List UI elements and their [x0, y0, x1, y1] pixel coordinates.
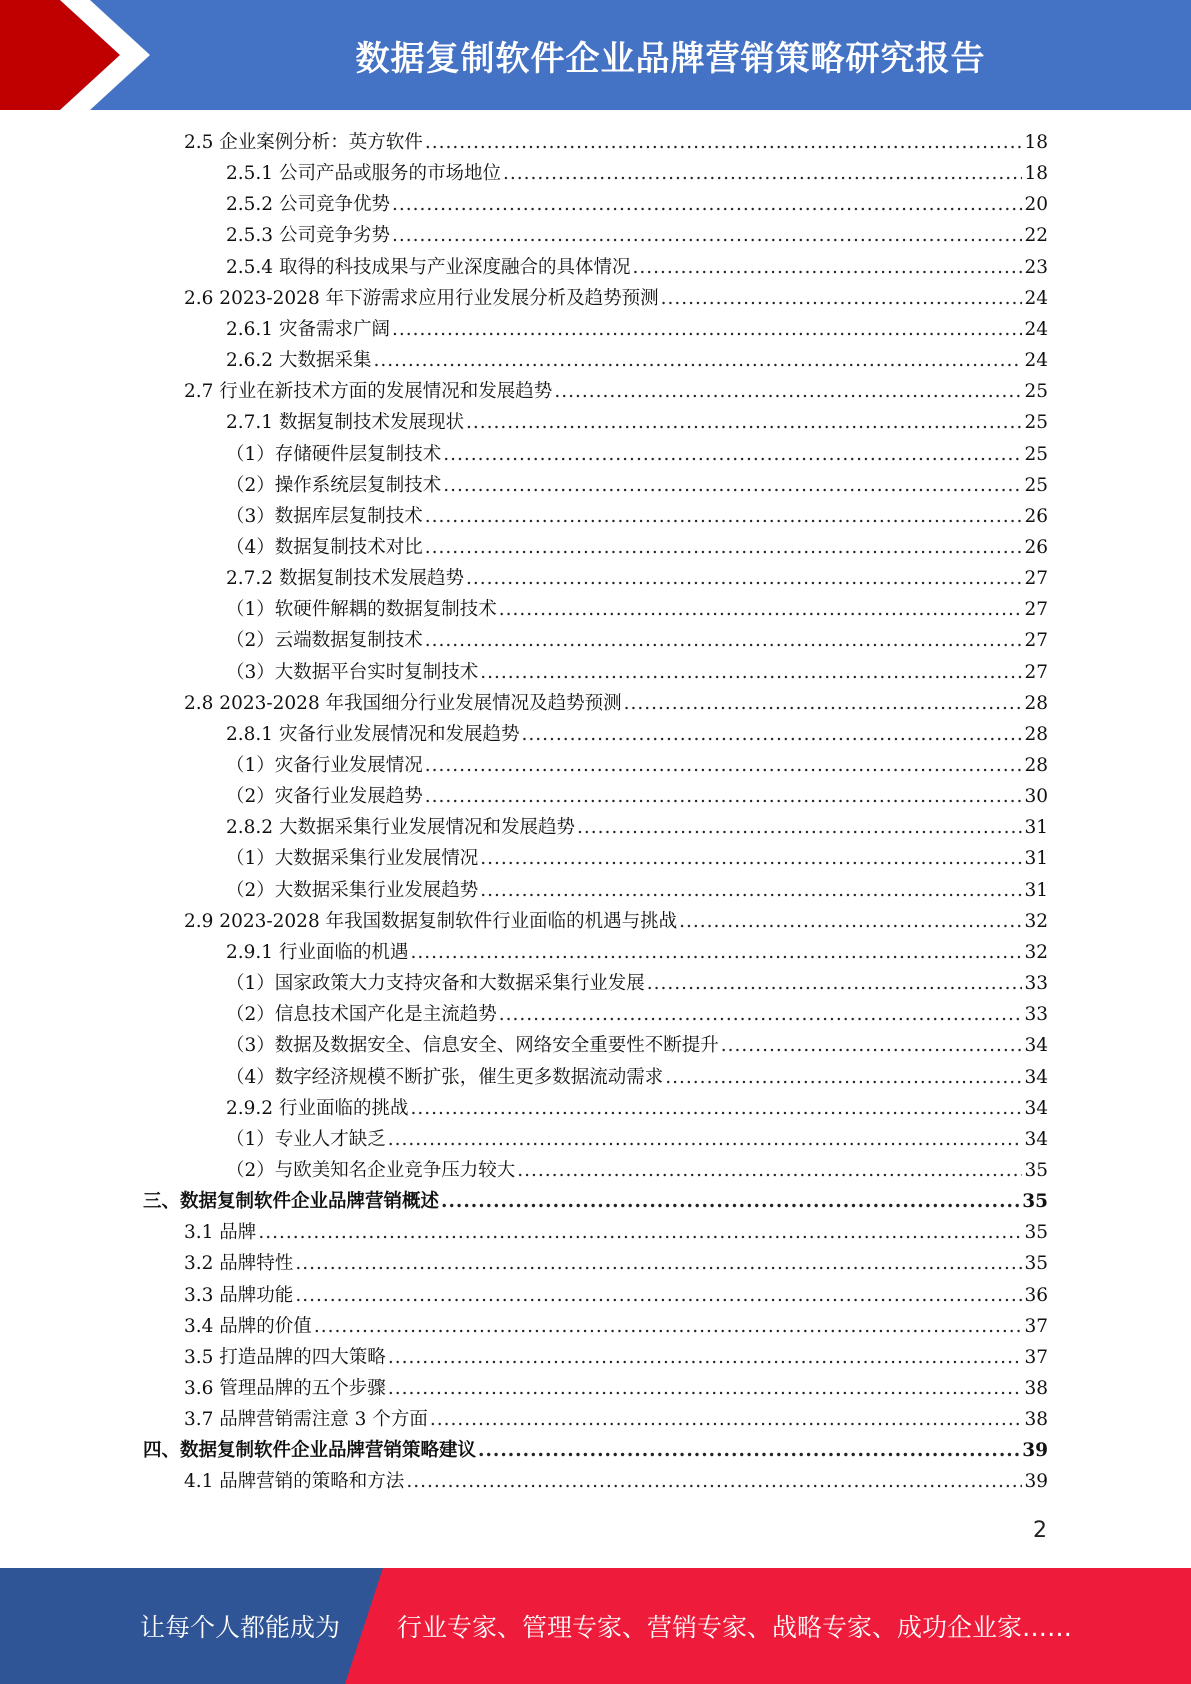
page-header [0, 0, 1191, 110]
toc-entry-page: 31 [1024, 879, 1048, 901]
toc-entry-title: 2.5.1 公司产品或服务的市场地位 [226, 163, 501, 185]
toc-entry-page: 34 [1024, 1097, 1048, 1119]
toc-entry-page: 28 [1024, 755, 1048, 776]
toc-entry-section[interactable] [184, 1217, 1048, 1248]
toc-dot-leader [647, 968, 1023, 999]
toc-entry-page: 37 [1024, 1315, 1048, 1337]
toc-entry-page: 22 [1024, 225, 1048, 247]
toc-entry-page: 33 [1024, 1004, 1048, 1026]
toc-entry-page: 35 [1024, 1253, 1048, 1275]
toc-entry-section[interactable] [184, 1280, 1048, 1311]
toc-entry-page: 25 [1024, 412, 1048, 434]
toc-entry-chapter[interactable] [143, 1435, 1048, 1466]
toc-entry-section[interactable] [184, 1342, 1048, 1373]
toc-entry-item[interactable] [226, 875, 1048, 906]
toc-entry-title: （1）软硬件解耦的数据复制技术 [226, 599, 497, 621]
toc-dot-leader [499, 999, 1023, 1030]
toc-dot-leader [392, 314, 1022, 345]
toc-entry-title: 2.9.2 行业面临的挑战 [226, 1097, 409, 1119]
toc-entry-item[interactable] [226, 781, 1048, 812]
toc-entry-page: 31 [1024, 848, 1048, 870]
toc-entry-title: 3.5 打造品牌的四大策略 [184, 1346, 386, 1368]
toc-entry-item[interactable] [226, 594, 1048, 625]
page-footer [0, 1568, 1191, 1684]
toc-entry-title: 2.6 2023-2028 年下游需求应用行业发展分析及趋势预测 [184, 287, 659, 309]
toc-entry-chapter[interactable] [143, 1186, 1048, 1217]
toc-entry-item[interactable] [226, 1062, 1048, 1093]
toc-entry-page: 27 [1024, 630, 1048, 652]
toc-entry-title: 2.8 2023-2028 年我国细分行业发展情况及趋势预测 [184, 692, 622, 714]
toc-entry-subsection[interactable] [226, 812, 1048, 843]
toc-dot-leader [665, 1062, 1022, 1093]
toc-entry-title: 2.9.1 行业面临的机遇 [226, 941, 409, 963]
toc-entry-item[interactable] [226, 750, 1048, 781]
toc-dot-leader [517, 1155, 1022, 1186]
toc-entry-page: 28 [1024, 723, 1048, 745]
toc-entry-title: （1）大数据采集行业发展情况 [226, 848, 479, 870]
toc-entry-subsection[interactable] [226, 1093, 1048, 1124]
toc-entry-subsection[interactable] [226, 220, 1048, 251]
toc-dot-leader [425, 625, 1023, 656]
toc-dot-leader [679, 906, 1022, 937]
toc-entry-title: 4.1 品牌营销的策略和方法 [184, 1471, 405, 1493]
toc-entry-page: 39 [1022, 1440, 1048, 1462]
toc-entry-title: 3.2 品牌特性 [184, 1253, 294, 1275]
toc-dot-leader [425, 501, 1023, 532]
toc-entry-title: 2.5.2 公司竞争优势 [226, 194, 390, 216]
toc-dot-leader [441, 1186, 1020, 1217]
toc-entry-section[interactable] [184, 376, 1048, 407]
toc-entry-page: 27 [1024, 661, 1048, 683]
toc-dot-leader [425, 750, 1023, 781]
toc-entry-subsection[interactable] [226, 189, 1048, 220]
page-number: 2 [1033, 1518, 1047, 1543]
toc-entry-item[interactable] [226, 1030, 1048, 1061]
toc-entry-title: 3.7 品牌营销需注意 3 个方面 [184, 1409, 428, 1431]
toc-dot-leader [466, 563, 1022, 594]
toc-dot-leader [661, 283, 1023, 314]
toc-dot-leader [425, 127, 1023, 158]
toc-dot-leader [406, 1466, 1022, 1497]
toc-entry-item[interactable] [226, 625, 1048, 656]
toc-entry-page: 37 [1024, 1346, 1048, 1368]
toc-entry-title: （3）数据库层复制技术 [226, 505, 423, 527]
toc-entry-page: 26 [1024, 536, 1048, 558]
toc-dot-leader [466, 407, 1022, 438]
toc-entry-subsection[interactable] [226, 158, 1048, 189]
toc-entry-section[interactable] [184, 1373, 1048, 1404]
toc-entry-page: 35 [1022, 1191, 1048, 1213]
toc-entry-page: 24 [1024, 287, 1048, 309]
toc-entry-page: 35 [1024, 1159, 1048, 1181]
toc-dot-leader [480, 843, 1022, 874]
toc-entry-title: 2.5.4 取得的科技成果与产业深度融合的具体情况 [226, 256, 631, 278]
toc-entry-page: 25 [1024, 443, 1048, 465]
toc-entry-item[interactable] [226, 532, 1048, 563]
toc-entry-page: 18 [1024, 132, 1048, 153]
toc-entry-title: （3）大数据平台实时复制技术 [226, 661, 479, 683]
red-arrow-decoration [0, 0, 200, 110]
toc-entry-page: 28 [1024, 692, 1048, 714]
toc-dot-leader [480, 657, 1022, 688]
toc-entry-page: 33 [1024, 973, 1048, 995]
toc-entry-page: 36 [1024, 1284, 1048, 1306]
toc-entry-title: 三、数据复制软件企业品牌营销概述 [143, 1191, 440, 1213]
toc-entry-title: （4）数据复制技术对比 [226, 536, 423, 558]
toc-dot-leader [499, 594, 1023, 625]
footer-slogan-right: 行业专家、管理专家、营销专家、战略专家、成功企业家…… [397, 1613, 1073, 1642]
toc-dot-leader [388, 1124, 1023, 1155]
toc-entry-page: 20 [1024, 194, 1048, 216]
toc-entry-page: 38 [1024, 1378, 1048, 1399]
toc-dot-leader [577, 812, 1022, 843]
toc-entry-title: 四、数据复制软件企业品牌营销策略建议 [143, 1440, 477, 1462]
toc-entry-page: 32 [1024, 910, 1048, 932]
toc-entry-title: 2.8.1 灾备行业发展情况和发展趋势 [226, 723, 520, 745]
toc-dot-leader [443, 439, 1022, 470]
toc-entry-subsection[interactable] [226, 345, 1048, 376]
footer-slogan-left: 让每个人都能成为 [140, 1613, 341, 1642]
toc-dot-leader [295, 1248, 1022, 1279]
toc-entry-item[interactable] [226, 843, 1048, 874]
toc-entry-section[interactable] [184, 127, 1048, 158]
toc-entry-page: 27 [1024, 568, 1048, 590]
toc-entry-title: （3）数据及数据安全、信息安全、网络安全重要性不断提升 [226, 1035, 719, 1057]
toc-entry-page: 34 [1024, 1128, 1048, 1150]
toc-entry-title: 2.6.1 灾备需求广阔 [226, 318, 390, 340]
toc-dot-leader [425, 781, 1023, 812]
toc-entry-item[interactable] [226, 968, 1048, 999]
toc-dot-leader [392, 189, 1022, 220]
toc-entry-page: 26 [1024, 505, 1048, 527]
toc-entry-section[interactable] [184, 283, 1048, 314]
toc-entry-page: 18 [1024, 163, 1048, 185]
toc-dot-leader [443, 470, 1022, 501]
toc-dot-leader [388, 1342, 1023, 1373]
toc-entry-page: 23 [1024, 256, 1048, 278]
toc-entry-title: 3.3 品牌功能 [184, 1284, 294, 1306]
toc-entry-subsection[interactable] [226, 937, 1048, 968]
toc-entry-page: 27 [1024, 599, 1048, 621]
toc-entry-title: （1）专业人才缺乏 [226, 1128, 386, 1150]
toc-entry-title: 2.8.2 大数据采集行业发展情况和发展趋势 [226, 817, 575, 839]
toc-entry-section[interactable] [184, 1404, 1048, 1435]
toc-entry-subsection[interactable] [226, 252, 1048, 283]
toc-entry-item[interactable] [226, 999, 1048, 1030]
toc-dot-leader [373, 345, 1022, 376]
toc-entry-title: （2）灾备行业发展趋势 [226, 786, 423, 808]
toc-entry-page: 30 [1024, 786, 1048, 808]
toc-dot-leader [258, 1217, 1022, 1248]
toc-entry-section[interactable] [184, 906, 1048, 937]
toc-dot-leader [480, 875, 1022, 906]
toc-entry-page: 25 [1024, 474, 1048, 496]
toc-entry-title: （1）存储硬件层复制技术 [226, 443, 442, 465]
toc-dot-leader [410, 937, 1022, 968]
toc-dot-leader [521, 719, 1022, 750]
toc-entry-title: 2.9 2023-2028 年我国数据复制软件行业面临的机遇与挑战 [184, 910, 678, 932]
toc-dot-leader [388, 1373, 1023, 1404]
toc-entry-item[interactable] [226, 501, 1048, 532]
toc-dot-leader [425, 532, 1023, 563]
toc-dot-leader [632, 252, 1022, 283]
toc-entry-title: （1）国家政策大力支持灾备和大数据采集行业发展 [226, 973, 645, 995]
toc-entry-title: 2.5.3 公司竞争劣势 [226, 225, 390, 247]
toc-dot-leader [392, 220, 1022, 251]
toc-entry-title: （2）操作系统层复制技术 [226, 474, 442, 496]
toc-dot-leader [410, 1093, 1022, 1124]
toc-entry-title: 2.7.1 数据复制技术发展现状 [226, 412, 464, 434]
toc-entry-subsection[interactable] [226, 563, 1048, 594]
toc-entry-title: （4）数字经济规模不断扩张，催生更多数据流动需求 [226, 1066, 664, 1088]
toc-entry-subsection[interactable] [226, 407, 1048, 438]
toc-entry-page: 25 [1024, 381, 1048, 403]
toc-dot-leader [314, 1311, 1023, 1342]
toc-dot-leader [503, 158, 1022, 189]
toc-dot-leader [295, 1280, 1022, 1311]
toc-entry-title: （2）与欧美知名企业竞争压力较大 [226, 1159, 516, 1181]
toc-entry-page: 39 [1024, 1471, 1048, 1493]
toc-entry-page: 32 [1024, 941, 1048, 963]
toc-entry-title: （2）大数据采集行业发展趋势 [226, 879, 479, 901]
report-title: 数据复制软件企业品牌营销策略研究报告 [355, 38, 986, 79]
toc-entry-title: （2）信息技术国产化是主流趋势 [226, 1004, 497, 1026]
toc-entry-item[interactable] [226, 1124, 1048, 1155]
toc-entry-title: （2）云端数据复制技术 [226, 630, 423, 652]
toc-dot-leader [554, 376, 1022, 407]
toc-entry-title: 2.7.2 数据复制技术发展趋势 [226, 568, 464, 590]
toc-entry-section[interactable] [184, 1466, 1048, 1497]
toc-entry-section[interactable] [184, 1311, 1048, 1342]
toc-entry-title: 2.5 企业案例分析：英方软件 [184, 132, 423, 153]
toc-entry-item[interactable] [226, 657, 1048, 688]
toc-dot-leader [430, 1404, 1023, 1435]
toc-entry-section[interactable] [184, 688, 1048, 719]
toc-entry-subsection[interactable] [226, 719, 1048, 750]
toc-entry-title: 2.6.2 大数据采集 [226, 350, 372, 372]
toc-entry-subsection[interactable] [226, 314, 1048, 345]
toc-entry-title: 3.6 管理品牌的五个步骤 [184, 1378, 386, 1399]
toc-entry-title: 3.1 品牌 [184, 1222, 257, 1244]
toc-entry-section[interactable] [184, 1248, 1048, 1279]
toc-entry-page: 34 [1024, 1066, 1048, 1088]
toc-entry-title: 3.4 品牌的价值 [184, 1315, 312, 1337]
toc-entry-item[interactable] [226, 1155, 1048, 1186]
toc-entry-page: 24 [1024, 318, 1048, 340]
toc-entry-page: 31 [1024, 817, 1048, 839]
toc-entry-page: 38 [1024, 1409, 1048, 1431]
toc-entry-page: 35 [1024, 1222, 1048, 1244]
toc-dot-leader [721, 1030, 1023, 1061]
toc-entry-page: 34 [1024, 1035, 1048, 1057]
toc-dot-leader [478, 1435, 1020, 1466]
toc-dot-leader [624, 688, 1023, 719]
toc-entry-item[interactable] [226, 439, 1048, 470]
toc-entry-item[interactable] [226, 470, 1048, 501]
toc-entry-title: 2.7 行业在新技术方面的发展情况和发展趋势 [184, 381, 553, 403]
toc-entry-title: （1）灾备行业发展情况 [226, 755, 423, 776]
toc-entry-page: 24 [1024, 350, 1048, 372]
